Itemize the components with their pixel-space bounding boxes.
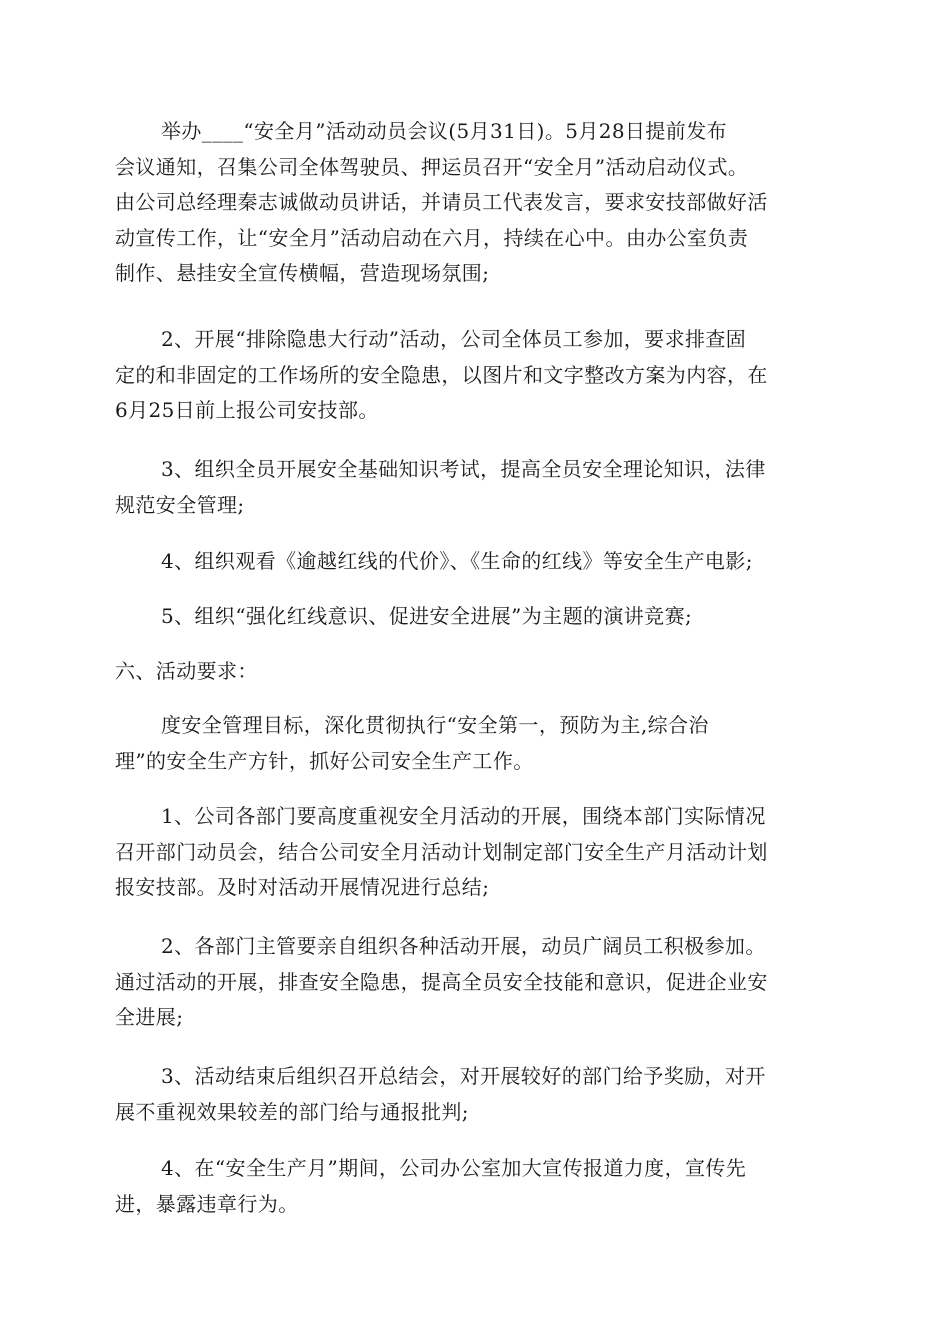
text-line: 2、各部门主管要亲自组织各种活动开展，动员广阔员工积极参加。	[161, 934, 766, 958]
text-line: 制作、悬挂安全宣传横幅，营造现场氛围;	[115, 261, 490, 285]
paragraph-requirement-3	[115, 1059, 835, 1130]
text-line: 3、组织全员开展安全基础知识考试，提高全员安全理论知识，法律	[161, 457, 766, 481]
paragraph-item-4-safety-films	[115, 544, 835, 580]
text-line: 4、组织观看《逾越红线的代价》、《生命的红线》等安全生产电影;	[161, 549, 753, 573]
text-line: 进，暴露违章行为。	[115, 1191, 299, 1216]
text-line: 2、开展“排除隐患大行动”活动，公司全体员工参加，要求排查固	[161, 327, 747, 351]
paragraph-item-5-speech-contest	[115, 599, 835, 635]
section-heading-activity-requirements	[115, 654, 835, 690]
text-line: 1、公司各部门要高度重视安全月活动的开展，围绕本部门实际情况	[161, 804, 766, 828]
paragraph-item-3-knowledge-exam	[115, 452, 835, 523]
text-line: 会议通知，召集公司全体驾驶员、押运员召开“安全月”活动启动仪式。	[115, 154, 749, 179]
text-line: 六、活动要求：	[115, 659, 258, 683]
text-line: 由公司总经理秦志诚做动员讲话，并请员工代表发言，要求安技部做好活	[115, 190, 768, 214]
paragraph-item-2-hazard-action	[115, 322, 835, 429]
text-line: 举办____“安全月”活动动员会议(5月31日)。5月28日提前发布	[161, 119, 728, 143]
text-line: 4、在“安全生产月”期间，公司办公室加大宣传报道力度，宣传先	[161, 1156, 747, 1180]
text-line: 定的和非固定的工作场所的安全隐患，以图片和文字整改方案为内容，在	[115, 362, 768, 387]
paragraph-requirement-2	[115, 929, 835, 1036]
paragraph-requirement-1	[115, 799, 835, 906]
paragraph-requirement-4	[115, 1151, 835, 1222]
text-line: 6月25日前上报公司安技部。	[115, 398, 379, 422]
paragraph-activity-kickoff	[115, 114, 835, 292]
text-line: 3、活动结束后组织召开总结会，对开展较好的部门给予奖励，对开	[161, 1064, 766, 1088]
text-line: 展不重视效果较差的部门给与通报批判;	[115, 1099, 469, 1124]
text-line: 5、组织“强化红线意识、促进安全进展”为主题的演讲竞赛;	[161, 604, 693, 628]
text-line: 理”的安全生产方针，抓好公司安全生产工作。	[115, 748, 534, 773]
text-line: 报安技部。及时对活动开展情况进行总结;	[115, 875, 490, 899]
text-line: 全进展;	[115, 1005, 184, 1029]
paragraph-requirements-intro	[115, 708, 835, 779]
text-line: 召开部门动员会，结合公司安全月活动计划制定部门安全生产月活动计划	[115, 839, 768, 864]
text-line: 度安全管理目标，深化贯彻执行“安全第一，预防为主,综合治	[161, 713, 709, 737]
text-line: 规范安全管理;	[115, 492, 245, 517]
text-line: 动宣传工作，让“安全月”活动启动在六月，持续在心中。由办公室负责	[115, 225, 749, 250]
text-line: 通过活动的开展，排查安全隐患，提高全员安全技能和意识，促进企业安	[115, 969, 768, 994]
